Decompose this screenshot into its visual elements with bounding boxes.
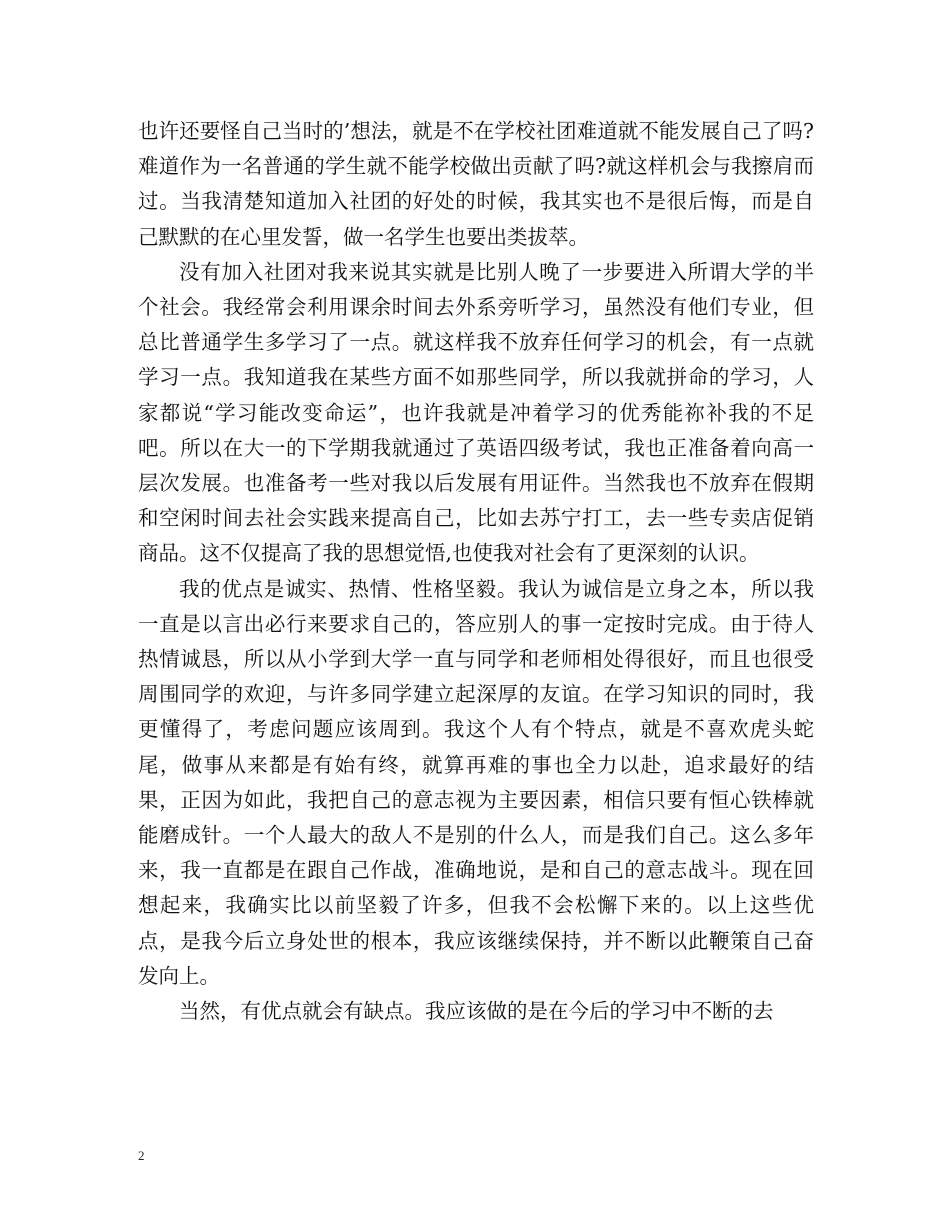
paragraph-3: 我的优点是诚实、热情、性格坚毅。我认为诚信是立身之本，所以我一直是以言出必行来要求自己的，答应别人的事一定按时完成。由于待人热情诚恳，所以从小学到大学一直与同学和老师相处得很好，而且也很受周围同学的欢迎，与许多同学建立起深厚的友谊。在学习知识的同时，我更懂得了，考虑问题应该周到。我这个人有个特点，就是不喜欢虎头蛇尾，做事从来都是有始有终，就算再难的事也全力以赴，追求最好的结果，正因为如此，我把自己的意志视为主要因素，相信只要有恒心铁棒就能磨成针。一个人最大的敌人不是别的什么人，而是我们自己。这么多年来，我一直都是在跟自己作战，准确地说，是和自己的意志战斗。现在回想起来，我确实比以前坚毅了许多，但我不会松懈下来的。以上这些优点，是我今后立身处世的根本，我应该继续保持，并不断以此鞭策自己奋发向上。 (138, 576, 814, 988)
paragraph-2: 没有加入社团对我来说其实就是比别人晚了一步要进入所谓大学的半个社会。我经常会利用课余时间去外系旁听学习，虽然没有他们专业，但总比普通学生多学习了一点。就这样我不放弃任何学习的机会，有一点就学习一点。我知道我在某些方面不如那些同学，所以我就拼命的学习，人家都说“学习能改变命运”，也许我就是冲着学习的优秀能祢补我的不足吧。所以在大一的下学期我就通过了英语四级考试，我也正准备着向高一层次发展。也准备考一些对我以后发展有用证件。当然我也不放弃在假期和空闲时间去社会实践来提高自己，比如去苏宁打工，去一些专卖店促销商品。这不仅提高了我的思想觉悟,也使我对社会有了更深刻的认识。 (138, 259, 814, 566)
paragraph-1: 也许还要怪自己当时的’想法，就是不在学校社团难道就不能发展自己了吗?难道作为一名普通的学生就不能学校做出贡献了吗?就这样机会与我擦肩而过。当我清楚知道加入社团的好处的时候，我其实也不是很后悔，而是自己默默的在心里发誓，做一名学生也要出类拔萃。 (138, 119, 814, 249)
body-text (138, 114, 814, 1029)
page-number: 2 (138, 1148, 145, 1163)
paragraph-4: 当然，有优点就会有缺点。我应该做的是在今后的学习中不断的去 (179, 999, 774, 1024)
